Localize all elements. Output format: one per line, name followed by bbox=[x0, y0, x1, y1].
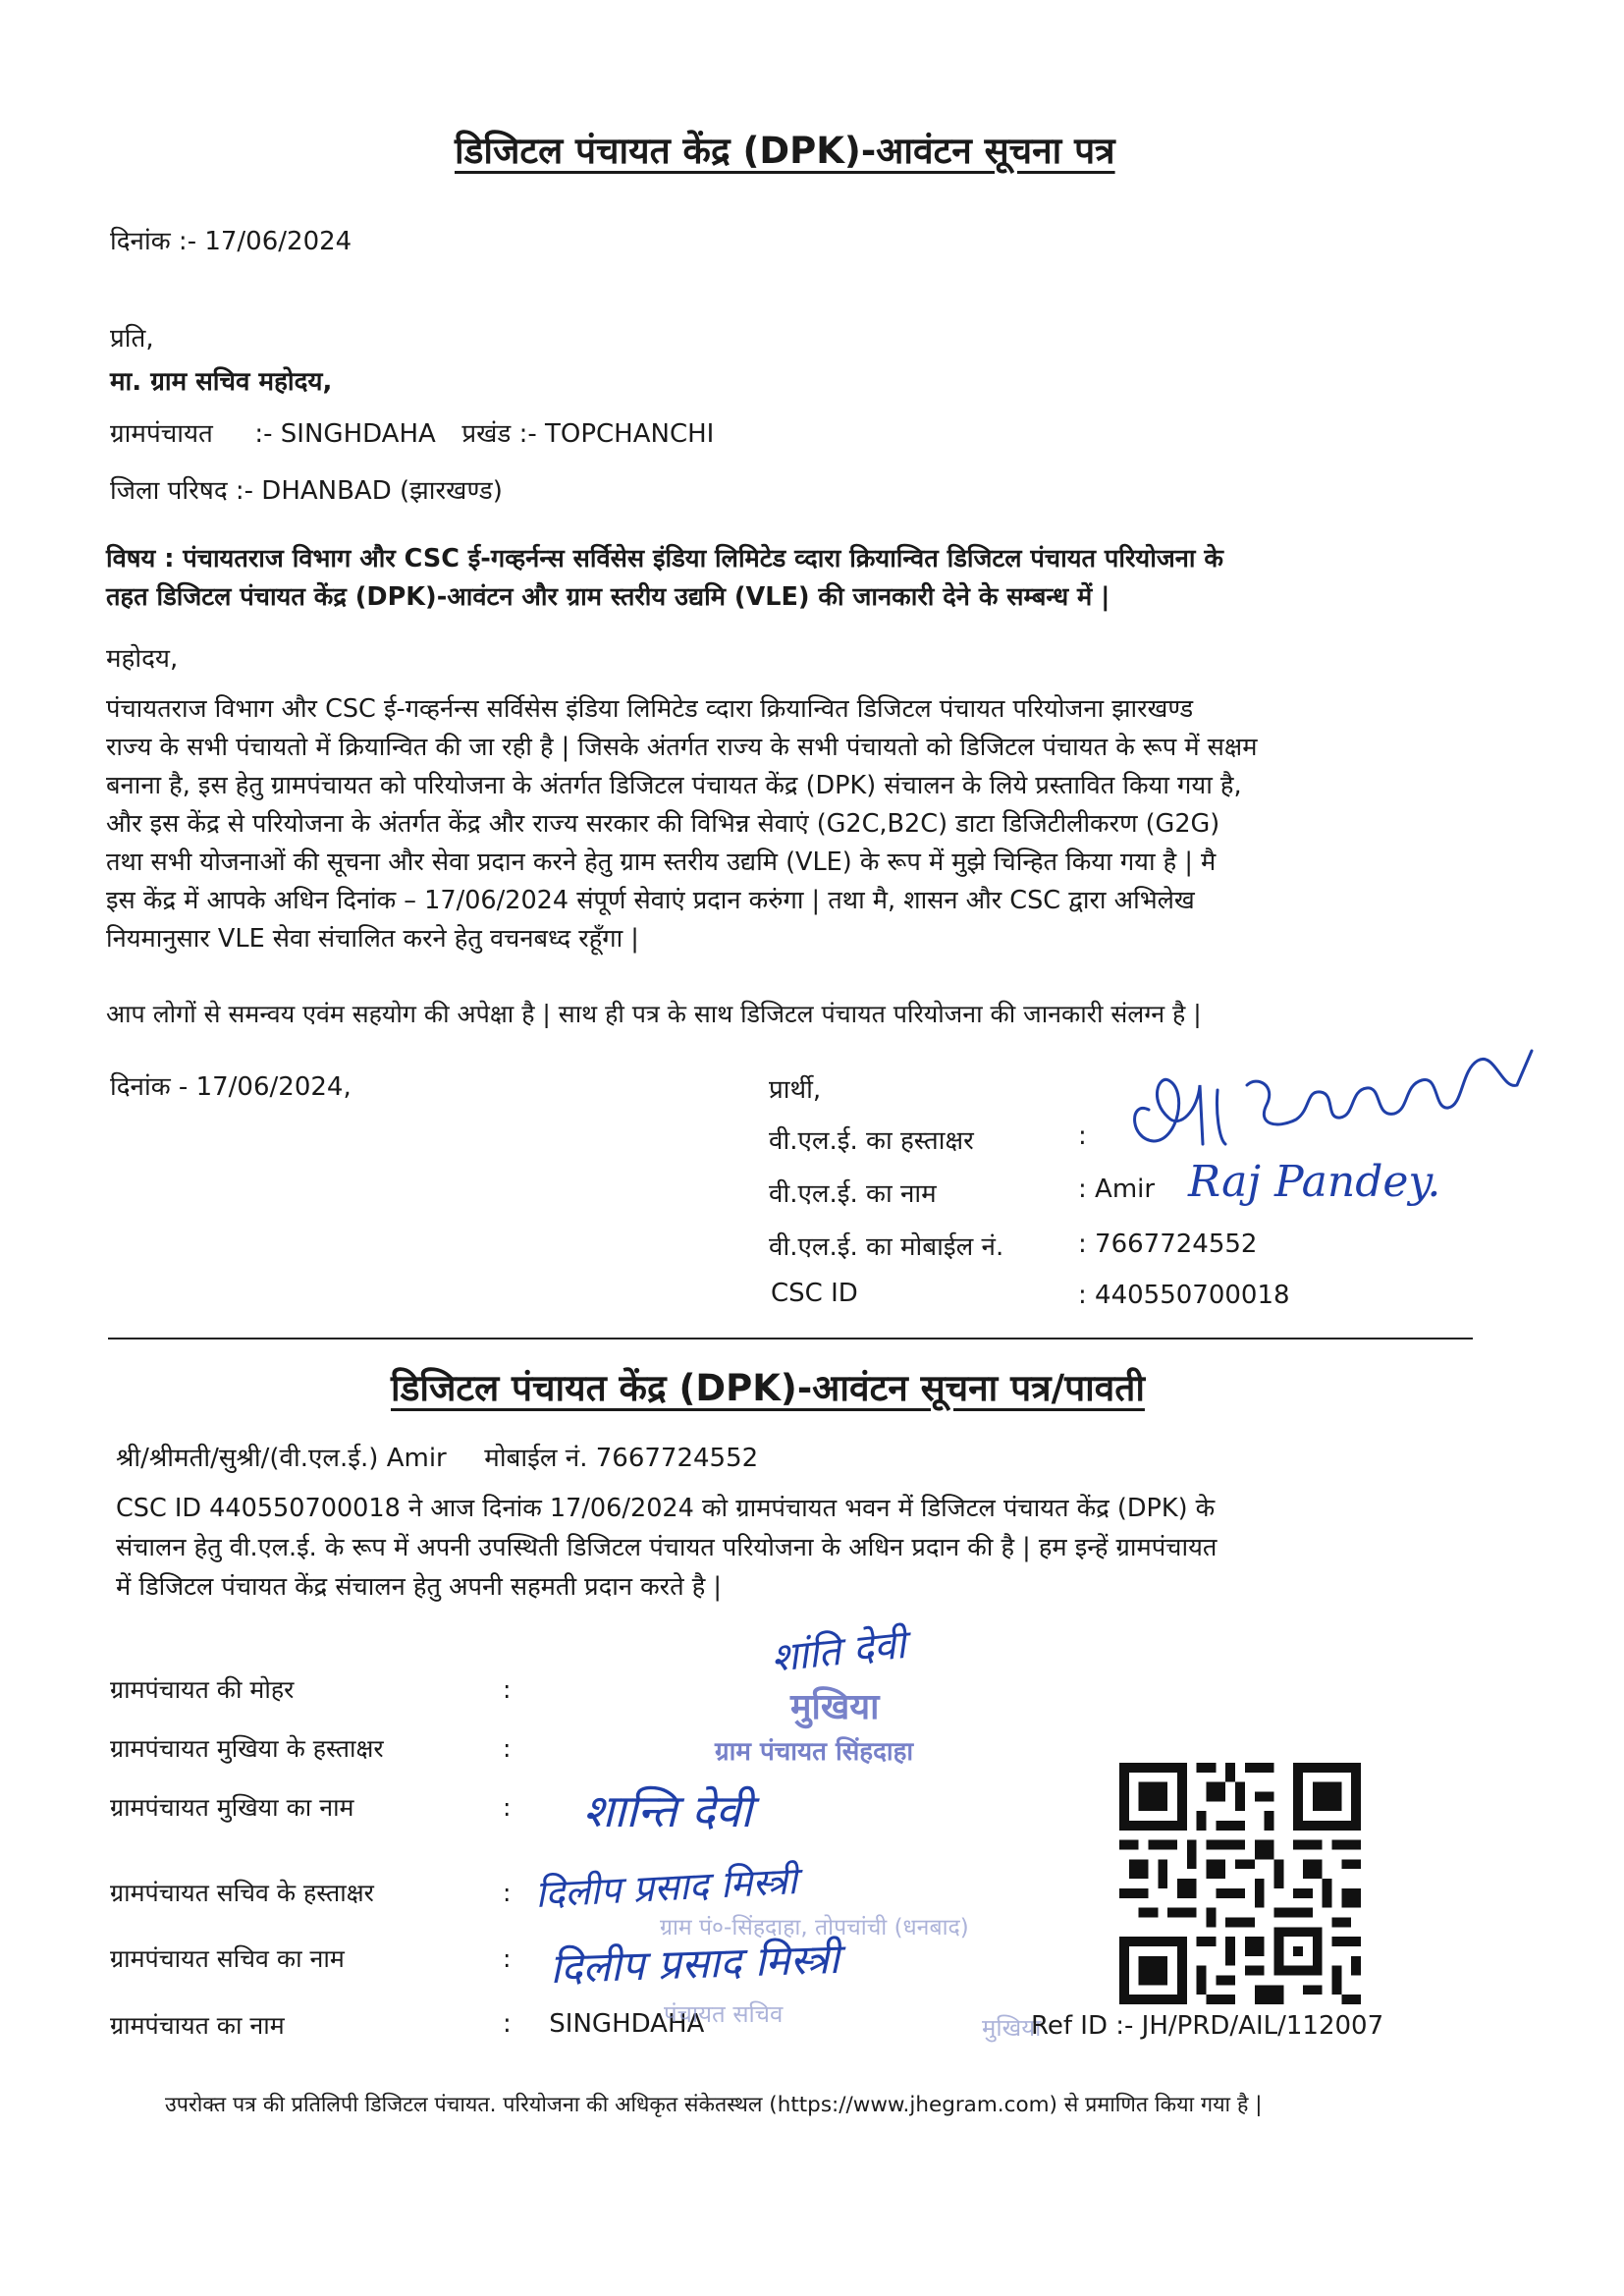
salutation: महोदय, bbox=[106, 644, 179, 674]
receipt-prefix: श्री/श्रीमती/सुश्री/(वी.एल.ई.) bbox=[116, 1444, 379, 1473]
prakhand-value: :- TOPCHANCHI bbox=[518, 419, 715, 449]
date-line: दिनांक :- 17/06/2024 bbox=[110, 227, 352, 256]
section-divider bbox=[108, 1338, 1473, 1339]
body-paragraph bbox=[106, 690, 1257, 958]
vle-name-value: Amir bbox=[1095, 1175, 1156, 1204]
ref-id: Ref ID :- JH/PRD/AIL/112007 bbox=[1031, 2011, 1384, 2041]
field-mukhiya-sig-colon: : bbox=[503, 1734, 512, 1763]
body-line: और इस केंद्र से परियोजना के अंतर्गत केंद्र और राज्य सरकार की विभिन्न सेवाएं (G2C,B2C) डाटा डिजिटीलीकरण (G2G) bbox=[106, 809, 1220, 839]
subject bbox=[106, 540, 1223, 617]
field-mohar-label: ग्रामपंचायत की मोहर bbox=[110, 1675, 295, 1704]
addressee: मा. ग्राम सचिव महोदय, bbox=[110, 367, 333, 397]
csc-id-value: 440550700018 bbox=[1095, 1281, 1290, 1310]
gram-panchayat-stamp: ग्राम पंचायत सिंहदाहा bbox=[715, 1737, 914, 1767]
sachiv-title-stamp: पंचायत सचिव bbox=[664, 2000, 784, 2028]
vle-signature-label: वी.एल.ई. का हस्ताक्षर bbox=[769, 1126, 974, 1156]
prati: प्रति, bbox=[110, 324, 154, 354]
field-sachiv-sig-label: ग्रामपंचायत सचिव के हस्ताक्षर bbox=[110, 1879, 374, 1907]
prakhand-label: प्रखंड bbox=[461, 419, 512, 449]
body-line: बनाना है, इस हेतु ग्रामपंचायत को परियोजना के अंतर्गत डिजिटल पंचायत केंद्र (DPK) संचालन के लिये प्रस्तावित किया गया है, bbox=[106, 771, 1242, 800]
body-line: नियमानुसार VLE सेवा संचालित करने हेतु वचनबध्द रहूँगा | bbox=[106, 924, 639, 954]
vle-name-row bbox=[1078, 1175, 1155, 1204]
receipt-mobile-value: 7667724552 bbox=[595, 1444, 759, 1473]
gram-panchayat-label: ग्रामपंचायत bbox=[110, 419, 213, 449]
vle-mobile-colon: : bbox=[1078, 1230, 1087, 1259]
body-line: राज्य के सभी पंचायतो में क्रियान्वित की जा रही है | जिसके अंतर्गत राज्य के सभी पंचायतो को डिजिटल पंचायत के रूप में सक्षम bbox=[106, 733, 1258, 762]
vle-signature-image bbox=[1110, 1031, 1551, 1159]
body-line: इस केंद्र में आपके अधिन दिनांक – 17/06/2024 संपूर्ण सेवाएं प्रदान करुंगा | तथा मै, शासन और CSC द्वारा अभिलेख bbox=[106, 886, 1195, 915]
subject-line: विषय : पंचायतराज विभाग और CSC ई-गव्हर्नन्स सर्विसेस इंडिया लिमिटेड व्दारा क्रियान्वित डिजिटल पंचायत परियोजना के bbox=[106, 544, 1223, 574]
qr-code-icon bbox=[1119, 1763, 1361, 2004]
vle-handwritten-name: Raj Pandey. bbox=[1188, 1157, 1441, 1207]
field-sachiv-name-label: ग्रामपंचायत सचिव का नाम bbox=[110, 1944, 345, 1973]
receipt-vle-name: Amir bbox=[386, 1444, 447, 1473]
field-panchayat-name-value: SINGHDAHA bbox=[549, 2009, 705, 2039]
receipt-mobile-label: मोबाईल नं. bbox=[484, 1444, 588, 1473]
field-panchayat-name-label: ग्रामपंचायत का नाम bbox=[110, 2011, 285, 2040]
mukhiya-handwritten-name: शान्ति देवी bbox=[583, 1784, 753, 1837]
receipt-title: डिजिटल पंचायत केंद्र (DPK)-आवंटन सूचना पत्र/पावती bbox=[391, 1367, 1145, 1409]
vle-name-label: वी.एल.ई. का नाम bbox=[769, 1179, 937, 1209]
gram-panchayat-value: :- SINGHDAHA bbox=[254, 419, 436, 449]
csc-id-row bbox=[1078, 1281, 1290, 1310]
receipt-line: संचालन हेतु वी.एल.ई. के रूप में अपनी उपस्थिती डिजिटल पंचायत परियोजना के अधिन प्रदान की है | हम इन्हें ग्रामपंचायत bbox=[116, 1533, 1218, 1562]
vle-name-colon: : bbox=[1078, 1175, 1087, 1204]
vle-mobile-row bbox=[1078, 1230, 1257, 1259]
csc-id-label: CSC ID bbox=[771, 1279, 858, 1308]
mukhiya-stamp: मुखिया bbox=[790, 1687, 880, 1727]
receipt-line: में डिजिटल पंचायत केंद्र संचालन हेतु अपनी सहमती प्रदान करते है | bbox=[116, 1572, 722, 1602]
sachiv-address-stamp: ग्राम पं०-सिंहदाहा, तोपचांची (धनबाद) bbox=[660, 1915, 969, 1941]
receipt-line: CSC ID 440550700018 ने आज दिनांक 17/06/2024 को ग्रामपंचायत भवन में डिजिटल पंचायत केंद्र (DPK) के bbox=[116, 1494, 1216, 1523]
sign-date: दिनांक - 17/06/2024, bbox=[110, 1072, 352, 1102]
footer-note: उपरोक्त पत्र की प्रतिलिपी डिजिटल पंचायत. परियोजना की अधिकृत संकेतस्थल (https://www.jhegram.com) से प्रमाणित किया गया है | bbox=[165, 2093, 1263, 2117]
gram-panchayat-line bbox=[110, 414, 714, 450]
receipt-line1 bbox=[116, 1439, 758, 1474]
csc-id-colon: : bbox=[1078, 1281, 1087, 1310]
page-title: डिजिटल पंचायत केंद्र (DPK)-आवंटन सूचना पत्र bbox=[455, 130, 1115, 172]
field-mukhiya-name-label: ग्रामपंचायत मुखिया का नाम bbox=[110, 1793, 354, 1822]
vle-signature-colon: : bbox=[1078, 1121, 1087, 1151]
closing-line: आप लोगों से समन्वय एवंम सहयोग की अपेक्षा है | साथ ही पत्र के साथ डिजिटल पंचायत परियोजना की जानकारी संलग्न है | bbox=[106, 1000, 1202, 1028]
sachiv-handwritten-name: दिलीप प्रसाद मिस्त्री bbox=[549, 1934, 840, 1994]
zila-line: जिला परिषद :- DHANBAD (झारखण्ड) bbox=[110, 476, 503, 506]
prarthi: प्रार्थी, bbox=[769, 1075, 822, 1105]
field-mohar-colon: : bbox=[503, 1675, 512, 1704]
field-sachiv-name-colon: : bbox=[503, 1944, 512, 1973]
field-mukhiya-name-colon: : bbox=[503, 1793, 512, 1822]
field-panchayat-name-colon: : bbox=[503, 2009, 512, 2039]
receipt-paragraph bbox=[116, 1489, 1217, 1607]
mukhiya-small-stamp: मुखिया bbox=[982, 2014, 1042, 2042]
mukhiya-stamp-signature: शांति देवी bbox=[769, 1621, 908, 1682]
vle-mobile-label: वी.एल.ई. का मोबाईल नं. bbox=[769, 1232, 1004, 1262]
vle-mobile-value: 7667724552 bbox=[1095, 1230, 1258, 1259]
body-line: पंचायतराज विभाग और CSC ई-गव्हर्नन्स सर्विसेस इंडिया लिमिटेड व्दारा क्रियान्वित डिजिटल पंचायत परियोजना झारखण्ड bbox=[106, 694, 1194, 724]
subject-line: तहत डिजिटल पंचायत केंद्र (DPK)-आवंटन और ग्राम स्तरीय उद्यमि (VLE) की जानकारी देने के सम्बन्ध में | bbox=[106, 582, 1110, 612]
sachiv-handwritten-signature: दिलीप प्रसाद मिस्त्री bbox=[534, 1859, 798, 1916]
field-mukhiya-sig-label: ग्रामपंचायत मुखिया के हस्ताक्षर bbox=[110, 1734, 384, 1763]
body-line: तथा सभी योजनाओं की सूचना और सेवा प्रदान करने हेतु ग्राम स्तरीय उद्यमि (VLE) के रूप में मुझे चिन्हित किया गया है | मै bbox=[106, 847, 1217, 877]
field-sachiv-sig-colon: : bbox=[503, 1879, 512, 1907]
